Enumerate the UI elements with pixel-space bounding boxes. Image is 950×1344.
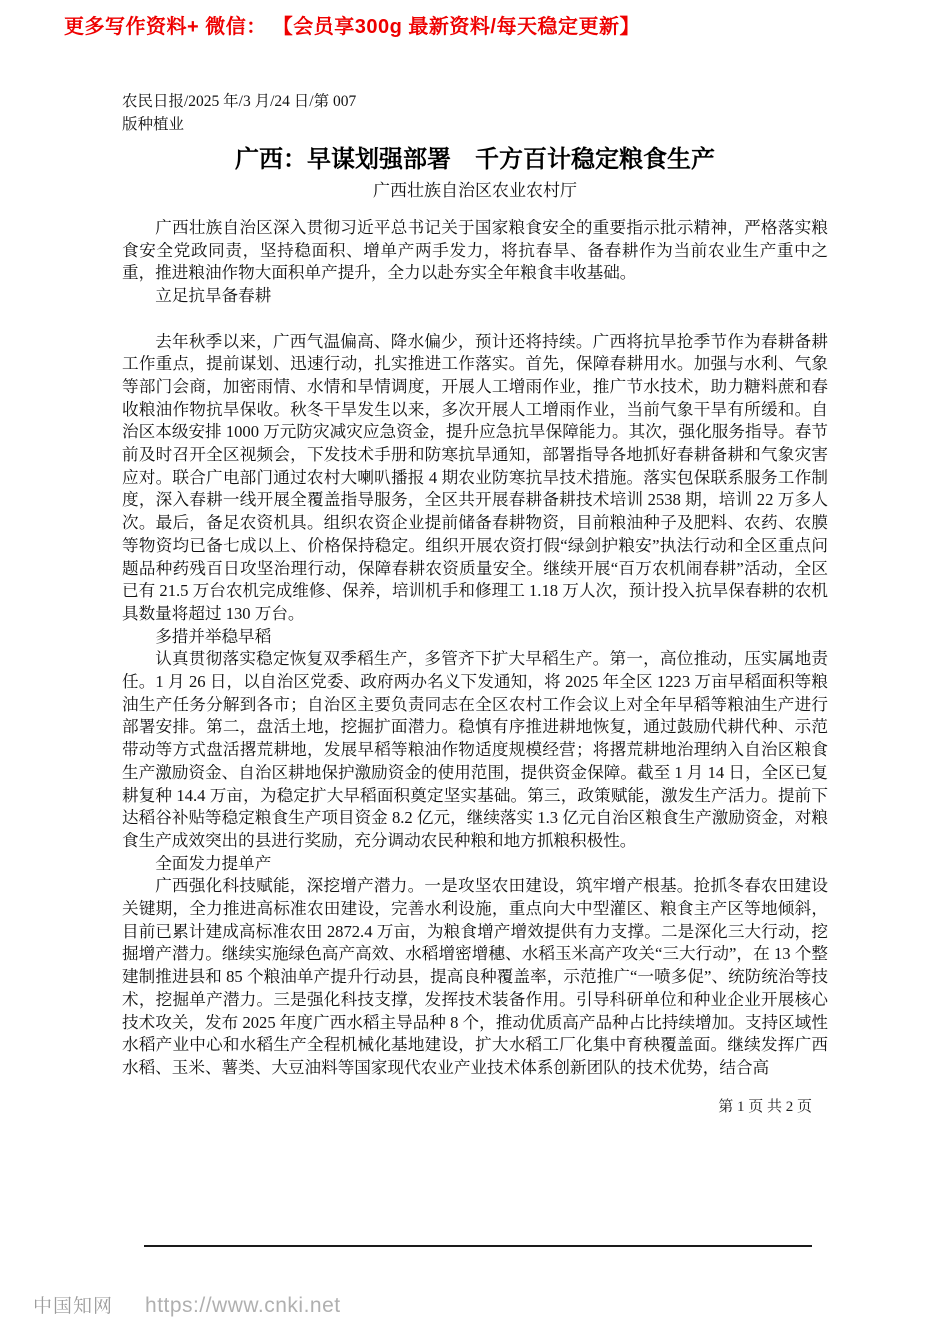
page-indicator: 第 1 页 共 2 页 <box>718 1098 812 1115</box>
article-title: 广西：早谋划强部署 千方百计稳定粮食生产 <box>235 147 715 173</box>
paragraph-yield: 广西强化科技赋能，深挖增产潜力。一是攻坚农田建设，筑牢增产根基。抢抓冬春农田建设关键期，全力推进高标准农田建设，完善水利设施，重点向大中型灌区、粮食主产区等地倾斜，目前已累计建成高标准农田 2872.4 万亩，为粮食增产增效提供有力支撑。二是深化三大行动，挖掘增产潜力。继续实施绿色高产高效、水稻增密增穗、水稻玉米高产攻关“三大行动”，在 13 个整建制推进县和 85 个粮油单产提升行动县，提高良种覆盖率，示范推广“一喷多促”、统防统治等技术，挖掘单产潜力。三是强化科技支撑，发挥技术装备作用。引导科研单位和种业企业开展核心技术攻关，发布 2025 年度广西水稻主导品种 8 个，推动优质高产品种占比持续增加。支持区域性水稻产业中心和水稻生产全程机械化基地建设，扩大水稻工厂化集中育秧覆盖面。继续发挥广西水稻、玉米、薯类、大豆油料等国家现代农业产业技术体系创新团队的技术优势，结合高 <box>122 876 828 1077</box>
article-body <box>122 217 828 1080</box>
source-line-2: 版种植业 <box>122 116 185 133</box>
cnki-site-url: https://www.cnki.net <box>145 1294 341 1317</box>
cnki-site-name: 中国知网 <box>33 1296 114 1317</box>
cnki-watermark <box>33 1291 341 1318</box>
section-heading-yield: 全面发力提单产 <box>155 853 272 873</box>
paragraph-drought-prep: 去年秋季以来，广西气温偏高、降水偏少，预计还将持续。广西将抗旱抢季节作为春耕备耕工作重点，提前谋划、迅速行动，扎实推进工作落实。首先，保障春耕用水。加强与水利、气象等部门会商，加密雨情、水情和旱情调度，开展人工增雨作业，推广节水技术，助力糖料蔗和春收粮油作物抗旱保收。秋冬干旱发生以来，多次开展人工增雨作业，当前气象干旱有所缓和。自治区本级安排 1000 万元防灾减灾应急资金，提升应急抗旱保障能力。其次，强化服务指导。春节前及时召开全区视频会，下发技术手册和防寒抗旱通知，部署指导各地抓好春耕备耕和气象灾害应对。联合广电部门通过农村大喇叭播报 4 期农业防寒抗旱技术措施。落实包保联系服务工作制度，深入春耕一线开展全覆盖指导服务，全区共开展春耕备耕技术培训 2538 期，培训 22 万多人次。最后，备足农资机具。组织农资企业提前储备春耕物资，目前粮油种子及肥料、农药、农膜等物资均已备七成以上、价格保持稳定。组织开展农资打假“绿剑护粮安”执法行动和全区重点问题品种药残百日攻坚治理行动，保障春耕农资质量安全。继续开展“百万农机闹春耕”活动，全区已有 21.5 万台农机完成维修、保养，培训机手和修理工 1.18 万人次，预计投入抗旱保春耕的农机具数量将超过 130 万台。 <box>122 331 828 623</box>
paragraph-intro: 广西壮族自治区深入贯彻习近平总书记关于国家粮食安全的重要指示批示精神，严格落实粮食安全党政同责，坚持稳面积、增单产两手发力，将抗春旱、备春耕作为当前农业生产重中之重，推进粮油作物大面积单产提升，全力以赴夯实全年粮食丰收基础。 <box>122 218 828 283</box>
paragraph-early-rice: 认真贯彻落实稳定恢复双季稻生产，多管齐下扩大早稻生产。第一，高位推动，压实属地责任。1 月 26 日，以自治区党委、政府两办名义下发通知，将 2025 年全区 1223 万亩早稻面积等粮油生产任务分解到各市；自治区主要负责同志在全区农村工作会议上对全年早稻等粮油生产进行部署安排。第二，盘活土地，挖掘扩面潜力。稳慎有序推进耕地恢复，通过鼓励代耕代种、示范带动等方式盘活撂荒耕地，发展早稻等粮油作物适度规模经营；将撂荒耕地治理纳入自治区粮食生产激励资金、自治区耕地保护激励资金的使用范围，提供资金保障。截至 1 月 14 日，全区已复耕复种 14.4 万亩，为稳定扩大早稻面积奠定坚实基础。第三，政策赋能，激发生产活力。提前下达稻谷补贴等稳定粮食生产项目资金 8.2 亿元，继续落实 1.3 亿元自治区粮食生产激励资金，对粮食生产成效突出的县进行奖励，充分调动农民种粮和地方抓粮积极性。 <box>122 649 828 850</box>
promo-banner: 更多写作资料+ 微信： 【会员享300g 最新资料/每天稳定更新】 <box>64 16 640 38</box>
document-page <box>122 90 828 1116</box>
article-author: 广西壮族自治区农业农村厅 <box>373 181 577 200</box>
footer-divider <box>144 1245 812 1247</box>
source-line-1: 农民日报/2025 年/3 月/24 日/第 007 <box>122 93 357 110</box>
section-heading-early-rice: 多措并举稳早稻 <box>155 626 272 646</box>
section-heading-drought-prep: 立足抗旱备春耕 <box>155 286 272 306</box>
source-info <box>122 90 828 136</box>
